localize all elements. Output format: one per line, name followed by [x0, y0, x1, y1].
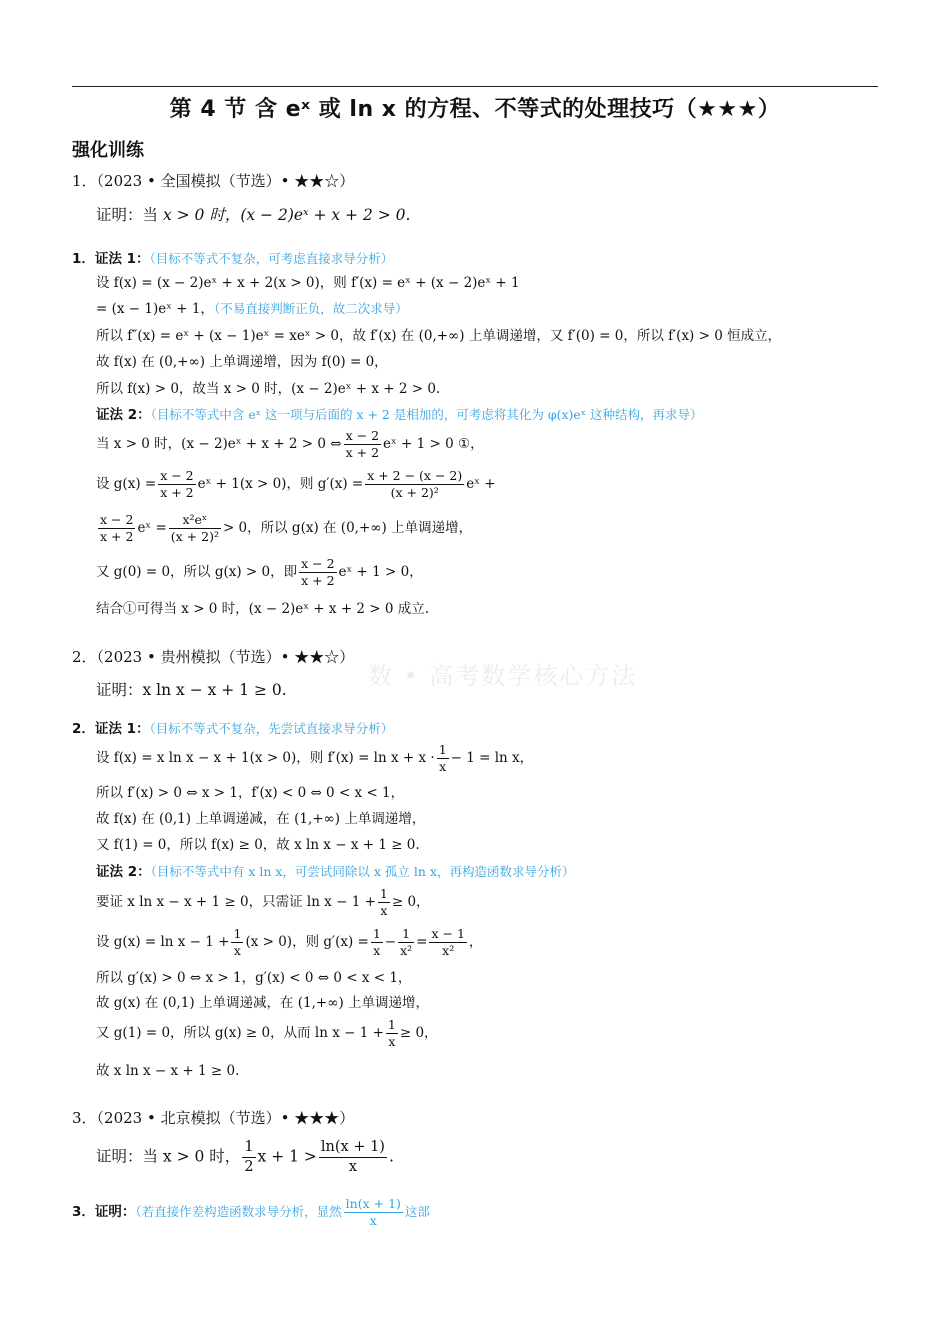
fraction-denominator: x + 2	[345, 445, 380, 460]
solution-1-line-2	[96, 300, 408, 318]
fraction-numerator: 1	[398, 926, 414, 943]
fraction	[98, 512, 135, 545]
fraction	[344, 428, 381, 461]
solution-1-line-8	[96, 512, 472, 545]
solution-2-line-5	[96, 886, 430, 919]
solution-1-line-9-b: eˣ + 1 > 0，	[338, 564, 423, 580]
solution-1-line-2-note: （不易直接判断正负，故二次求导）	[213, 301, 408, 316]
solution-3	[72, 1196, 430, 1229]
solution-2-note-2: （目标不等式中有 x ln x，可尝试同除以 x 孤立 ln x，再构造函数求导分析）	[150, 864, 575, 879]
fraction-numerator: x − 1	[431, 926, 465, 941]
solution-2-line-10: 故 x ln x − x + 1 ≥ 0.	[96, 1063, 240, 1079]
fraction	[378, 886, 390, 919]
solution-2-line-6-d: =	[416, 934, 428, 950]
solution-2-method-2-label: 证法 2：	[96, 864, 151, 880]
problem-3-statement-c: .	[388, 1147, 394, 1166]
header-rule	[72, 86, 878, 87]
fraction-numerator: 1	[387, 1017, 396, 1032]
fraction-denominator: x + 2	[301, 573, 335, 588]
solution-1-line-6	[96, 428, 484, 461]
fraction-denominator: x	[348, 1159, 358, 1175]
solution-2-line-6-c: −	[384, 934, 397, 950]
fraction	[365, 468, 464, 501]
solution-2-line-9	[96, 1017, 438, 1050]
solution-1-line-9-a: 又 g(0) = 0，所以 g(x) > 0，即	[96, 564, 298, 580]
fraction	[242, 1138, 255, 1177]
fraction-numerator: x − 2	[160, 468, 194, 483]
fraction	[371, 926, 383, 959]
solution-1-line-9	[96, 556, 423, 589]
fraction-numerator: ln(x + 1)	[319, 1138, 387, 1158]
solution-2-method-2	[96, 863, 574, 881]
fraction-denominator: x	[439, 759, 447, 774]
fraction	[158, 468, 195, 501]
solution-3-note-a: （若直接作差构造函数求导分析，显然	[135, 1204, 342, 1219]
solution-1-line-7-c: eˣ +	[466, 476, 496, 492]
fraction-numerator: x − 2	[345, 428, 380, 443]
solution-2-line-4: 又 f(1) = 0，所以 f(x) ≥ 0，故 x ln x − x + 1 ≥ 0.	[96, 837, 420, 853]
problem-3-statement-b: x + 1 >	[257, 1147, 317, 1166]
fraction	[398, 926, 414, 959]
fraction-denominator: 2	[244, 1159, 254, 1175]
solution-1-method-2-label: 证法 2：	[96, 407, 151, 423]
solution-1-line-7-a: 设 g(x) =	[96, 476, 157, 492]
solution-1-line-2-text: = (x − 1)eˣ + 1，	[96, 301, 214, 317]
watermark: 数 • 高考数学核心方法	[368, 662, 638, 690]
solution-2-line-6	[96, 926, 482, 959]
fraction-numerator: 1	[379, 886, 388, 901]
fraction-denominator: x	[388, 1034, 396, 1049]
solution-3-note-b: 这部	[404, 1204, 430, 1219]
problem-2-statement: 证明：x ln x − x + 1 ≥ 0.	[96, 681, 287, 699]
page-title: 第 4 节 含 eˣ 或 ln x 的方程、不等式的处理技巧（★★★）	[169, 97, 781, 122]
solution-1-line-7-b: eˣ + 1(x > 0)，则 g′(x) =	[197, 476, 364, 492]
solution-2-line-8: 故 g(x) 在 (0,1) 上单调递减，在 (1,+∞) 上单调递增，	[96, 995, 430, 1011]
fraction-numerator: ln(x + 1)	[345, 1196, 401, 1211]
solution-2-line-1-b: − 1 = ln x，	[450, 750, 534, 766]
fraction-numerator: 1	[438, 742, 447, 757]
fraction	[169, 512, 221, 545]
solution-2-line-6-b: (x > 0)，则 g′(x) =	[245, 934, 369, 950]
solution-2-line-2: 所以 f′(x) > 0 ⇔ x > 1，f′(x) < 0 ⇔ 0 < x < 1，	[96, 785, 405, 801]
solution-2-line-3: 故 f(x) 在 (0,1) 上单调递减，在 (1,+∞) 上单调递增，	[96, 811, 426, 827]
solution-1-line-7	[96, 468, 496, 501]
solution-2-line-5-b: ≥ 0，	[391, 894, 430, 910]
problem-1-statement-math: x > 0 时，(x − 2)eˣ + x + 2 > 0.	[162, 206, 411, 224]
fraction-numerator: x²eˣ	[169, 512, 221, 529]
solution-2-label: 2．证法 1：	[72, 721, 150, 737]
fraction	[231, 926, 243, 959]
fraction-denominator: x	[233, 943, 241, 958]
solution-2-line-7: 所以 g′(x) > 0 ⇔ x > 1，g′(x) < 0 ⇔ 0 < x < 1，	[96, 970, 412, 986]
fraction-denominator: x + 2	[100, 529, 134, 544]
fraction-numerator: x + 2 − (x − 2)	[367, 468, 463, 483]
solution-2-method-1	[72, 720, 393, 738]
problem-2-header: 2．（2023 • 贵州模拟（节选）• ★★☆）	[72, 648, 355, 666]
problem-1-header: 1．（2023 • 全国模拟（节选）• ★★☆）	[72, 172, 355, 190]
solution-1-line-8-b: > 0，所以 g(x) 在 (0,+∞) 上单调递增，	[222, 520, 473, 536]
solution-1-note-2: （目标不等式中含 eˣ 这一项与后面的 x + 2 是相加的，可考虑将其化为 φ(x)eˣ 这种结构，再求导）	[150, 407, 703, 422]
solution-1-method-2	[96, 406, 703, 424]
fraction	[429, 926, 466, 959]
fraction-numerator: x − 2	[100, 512, 134, 527]
fraction	[319, 1138, 387, 1177]
fraction-numerator: 1	[233, 926, 242, 941]
solution-2-line-6-a: 设 g(x) = ln x − 1 +	[96, 934, 230, 950]
solution-1-line-3: 所以 f″(x) = eˣ + (x − 1)eˣ = xeˣ > 0，故 f′(x) 在 (0,+∞) 上单调递增，又 f′(0) = 0，所以 f′(x) > 0 恒成立，	[96, 328, 782, 344]
solution-1-line-8-a: eˣ =	[137, 520, 167, 536]
solution-2-line-1	[96, 742, 533, 775]
solution-3-label: 3．证明：	[72, 1204, 136, 1220]
solution-1-line-6-a: 当 x > 0 时，(x − 2)eˣ + x + 2 > 0 ⇔	[96, 436, 342, 452]
fraction	[299, 556, 336, 589]
fraction-denominator: x + 2	[160, 485, 194, 500]
fraction-numerator: 1	[372, 926, 381, 941]
solution-1-label: 1．证法 1：	[72, 251, 150, 267]
fraction	[437, 742, 449, 775]
problem-1-statement	[96, 206, 410, 224]
fraction	[386, 1017, 398, 1050]
solution-1-line-5: 所以 f(x) > 0，故当 x > 0 时，(x − 2)eˣ + x + 2 > 0.	[96, 381, 441, 397]
solution-1-method-1	[72, 250, 393, 268]
solution-1-line-10: 结合①可得当 x > 0 时，(x − 2)eˣ + x + 2 > 0 成立.	[96, 601, 430, 617]
fraction-denominator: x	[380, 903, 388, 918]
fraction-numerator: 1	[242, 1138, 255, 1158]
solution-2-line-9-a: 又 g(1) = 0，所以 g(x) ≥ 0，从而 ln x − 1 +	[96, 1025, 384, 1041]
solution-2-note-1: （目标不等式不复杂，先尝试直接求导分析）	[149, 721, 394, 736]
problem-1-statement-prefix: 证明：当	[96, 206, 159, 224]
section-heading: 强化训练	[72, 140, 144, 161]
fraction-denominator: (x + 2)²	[390, 485, 439, 500]
fraction	[344, 1196, 403, 1229]
fraction-numerator: x − 2	[301, 556, 335, 571]
problem-3-statement-a: 证明：当 x > 0 时，	[96, 1147, 241, 1166]
solution-2-line-1-a: 设 f(x) = x ln x − x + 1(x > 0)，则 f′(x) = ln x + x ·	[96, 750, 435, 766]
solution-2-line-5-a: 要证 x ln x − x + 1 ≥ 0，只需证 ln x − 1 +	[96, 894, 376, 910]
problem-3-statement	[96, 1138, 394, 1177]
fraction-denominator: x	[369, 1213, 377, 1228]
solution-1-note-1: （目标不等式不复杂，可考虑直接求导分析）	[149, 251, 394, 266]
solution-1-line-1: 设 f(x) = (x − 2)eˣ + x + 2(x > 0)，则 f′(x) = eˣ + (x − 2)eˣ + 1	[96, 275, 520, 291]
solution-2-line-6-e: ，	[468, 934, 483, 950]
fraction-denominator: (x + 2)²	[170, 529, 219, 544]
solution-1-line-6-b: eˣ + 1 > 0 ①，	[383, 436, 484, 452]
fraction-denominator: x	[373, 943, 381, 958]
solution-1-line-4: 故 f(x) 在 (0,+∞) 上单调递增，因为 f(0) = 0，	[96, 354, 388, 370]
solution-2-line-9-b: ≥ 0，	[399, 1025, 438, 1041]
fraction-denominator: x²	[442, 943, 455, 958]
problem-3-header: 3．（2023 • 北京模拟（节选）• ★★★）	[72, 1109, 355, 1127]
fraction-denominator: x²	[400, 943, 413, 958]
